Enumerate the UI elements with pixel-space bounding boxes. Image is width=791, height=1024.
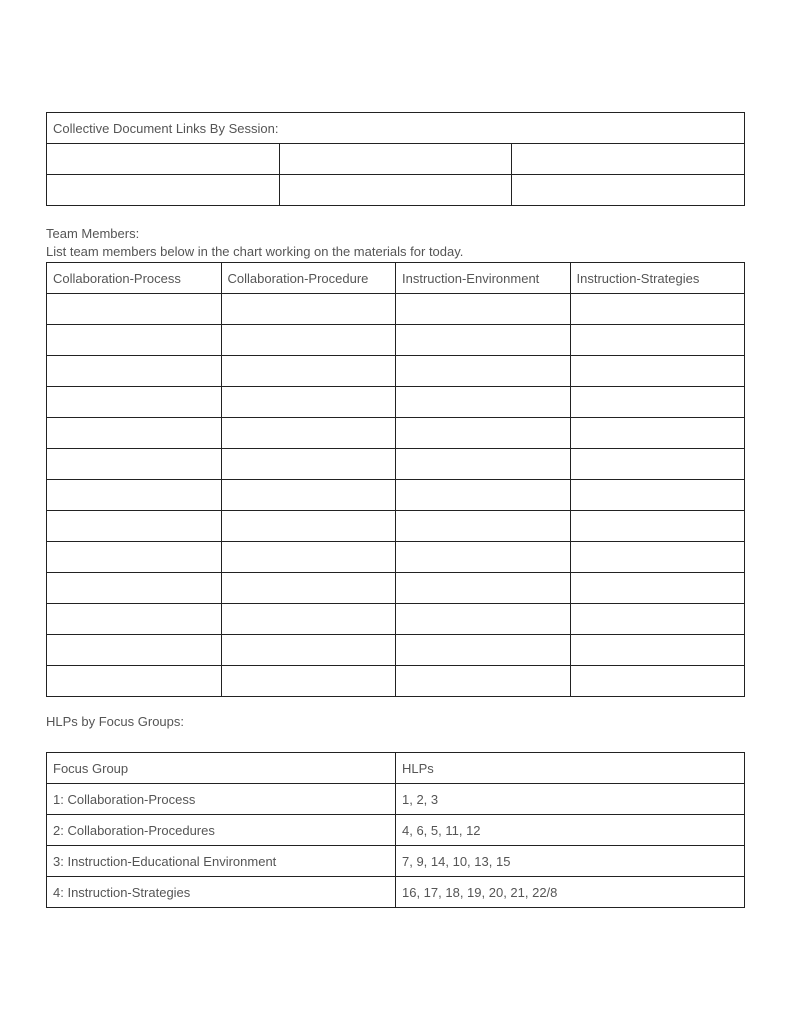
team-member-cell[interactable] <box>570 449 745 480</box>
hlps-focus-groups-table <box>46 752 745 908</box>
focus-group-cell: 3: Instruction-Educational Environment <box>47 846 396 877</box>
table-row <box>47 356 745 387</box>
team-member-cell[interactable] <box>47 635 222 666</box>
team-member-cell[interactable] <box>47 418 222 449</box>
table-row <box>47 573 745 604</box>
table-row <box>47 387 745 418</box>
table-row <box>47 418 745 449</box>
table-row <box>47 877 745 908</box>
hlps-title: HLPs by Focus Groups: <box>46 714 184 729</box>
table-row <box>47 144 745 175</box>
hlps-cell: 4, 6, 5, 11, 12 <box>396 815 745 846</box>
hlps-cell: 16, 17, 18, 19, 20, 21, 22/8 <box>396 877 745 908</box>
team-member-cell[interactable] <box>570 604 745 635</box>
team-member-cell[interactable] <box>47 294 222 325</box>
table-row <box>47 846 745 877</box>
team-member-cell[interactable] <box>47 666 222 697</box>
table-row <box>47 666 745 697</box>
team-member-cell[interactable] <box>47 573 222 604</box>
column-header: Instruction-Environment <box>396 263 571 294</box>
team-member-cell[interactable] <box>570 635 745 666</box>
team-member-cell[interactable] <box>221 480 396 511</box>
team-member-cell[interactable] <box>221 387 396 418</box>
link-cell[interactable] <box>512 175 745 206</box>
team-member-cell[interactable] <box>221 325 396 356</box>
team-member-cell[interactable] <box>221 356 396 387</box>
team-member-cell[interactable] <box>570 666 745 697</box>
table-row <box>47 635 745 666</box>
table-header-row <box>47 263 745 294</box>
column-header: Focus Group <box>47 753 396 784</box>
team-member-cell[interactable] <box>396 449 571 480</box>
table-row <box>47 113 745 144</box>
team-member-cell[interactable] <box>570 387 745 418</box>
hlps-cell: 1, 2, 3 <box>396 784 745 815</box>
column-header: Collaboration-Procedure <box>221 263 396 294</box>
team-member-cell[interactable] <box>570 573 745 604</box>
team-member-cell[interactable] <box>47 604 222 635</box>
team-member-cell[interactable] <box>396 418 571 449</box>
team-member-cell[interactable] <box>47 542 222 573</box>
hlps-cell: 7, 9, 14, 10, 13, 15 <box>396 846 745 877</box>
column-header: Instruction-Strategies <box>570 263 745 294</box>
table-row <box>47 449 745 480</box>
table-row <box>47 480 745 511</box>
team-member-cell[interactable] <box>570 325 745 356</box>
team-member-cell[interactable] <box>396 666 571 697</box>
team-member-cell[interactable] <box>221 294 396 325</box>
team-member-cell[interactable] <box>570 542 745 573</box>
team-member-cell[interactable] <box>570 480 745 511</box>
team-member-cell[interactable] <box>570 356 745 387</box>
table-row <box>47 542 745 573</box>
table-row <box>47 325 745 356</box>
team-member-cell[interactable] <box>396 387 571 418</box>
team-member-cell[interactable] <box>221 449 396 480</box>
link-cell[interactable] <box>512 144 745 175</box>
team-member-cell[interactable] <box>221 542 396 573</box>
column-header: HLPs <box>396 753 745 784</box>
link-cell[interactable] <box>47 144 280 175</box>
team-member-cell[interactable] <box>221 511 396 542</box>
column-header: Collaboration-Process <box>47 263 222 294</box>
team-member-cell[interactable] <box>221 604 396 635</box>
team-member-cell[interactable] <box>221 418 396 449</box>
team-member-cell[interactable] <box>396 604 571 635</box>
team-members-title: Team Members: <box>46 226 140 241</box>
team-member-cell[interactable] <box>47 356 222 387</box>
link-cell[interactable] <box>47 175 280 206</box>
link-cell[interactable] <box>279 175 512 206</box>
team-member-cell[interactable] <box>47 387 222 418</box>
team-member-cell[interactable] <box>396 573 571 604</box>
team-member-cell[interactable] <box>396 542 571 573</box>
team-member-cell[interactable] <box>396 294 571 325</box>
team-members-instruction: List team members below in the chart working on the materials for today. <box>46 244 464 259</box>
focus-group-cell: 1: Collaboration-Process <box>47 784 396 815</box>
team-member-cell[interactable] <box>570 511 745 542</box>
table-row <box>47 815 745 846</box>
team-member-cell[interactable] <box>221 666 396 697</box>
team-members-table <box>46 262 745 697</box>
table-header-row <box>47 753 745 784</box>
team-member-cell[interactable] <box>47 511 222 542</box>
table-row <box>47 175 745 206</box>
table-row <box>47 294 745 325</box>
team-member-cell[interactable] <box>47 449 222 480</box>
team-member-cell[interactable] <box>570 294 745 325</box>
table-row <box>47 604 745 635</box>
team-member-cell[interactable] <box>396 325 571 356</box>
focus-group-cell: 4: Instruction-Strategies <box>47 877 396 908</box>
session-links-table <box>46 112 745 206</box>
table-row <box>47 511 745 542</box>
team-member-cell[interactable] <box>47 325 222 356</box>
table-row <box>47 784 745 815</box>
team-member-cell[interactable] <box>396 356 571 387</box>
team-member-cell[interactable] <box>396 635 571 666</box>
team-member-cell[interactable] <box>570 418 745 449</box>
focus-group-cell: 2: Collaboration-Procedures <box>47 815 396 846</box>
team-member-cell[interactable] <box>221 573 396 604</box>
team-member-cell[interactable] <box>396 511 571 542</box>
link-cell[interactable] <box>279 144 512 175</box>
session-links-header: Collective Document Links By Session: <box>47 113 745 144</box>
team-member-cell[interactable] <box>47 480 222 511</box>
team-member-cell[interactable] <box>221 635 396 666</box>
team-member-cell[interactable] <box>396 480 571 511</box>
